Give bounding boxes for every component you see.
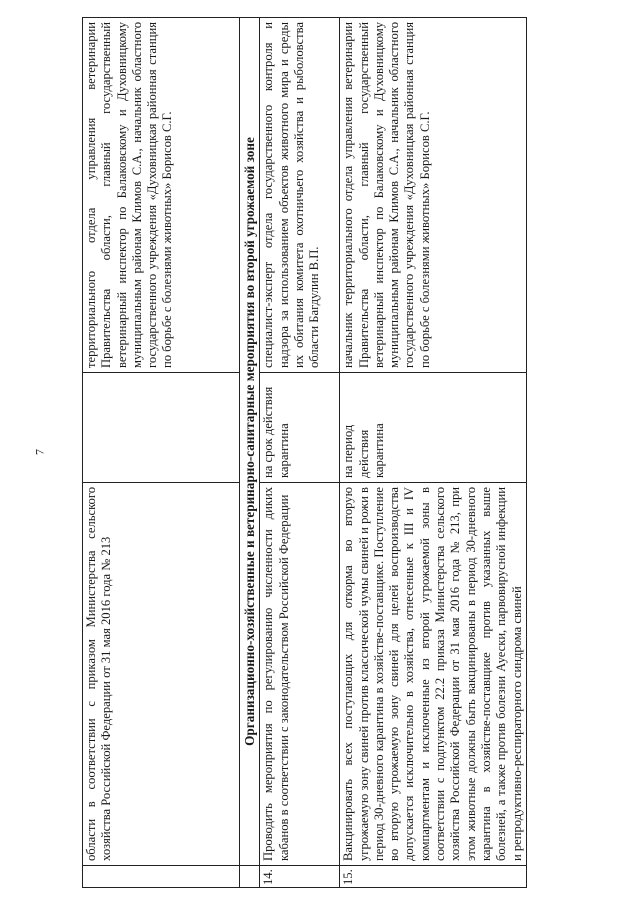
section-heading-row — [240, 18, 260, 888]
row-number: 15. — [340, 866, 527, 888]
responsible-cell: территориального отдела управления ветеринарии Правительства области, главный государственный ветеринарный инспектор по Балаковскому и Духовницкому муниципальным районам Климов С.А., начальник областного государственного учреждения «Духовницкая районная станция по борьбе с болезнями животных» Борисов С.Г. — [83, 18, 240, 373]
section-heading: Организационно-хозяйственные и ветеринарно-санитарные мероприятия во второй угрожаемой зоне — [240, 18, 260, 866]
table-row — [260, 18, 340, 888]
measures-table-page — [82, 18, 637, 888]
deadline-cell — [83, 373, 240, 483]
row-number — [83, 866, 240, 888]
measures-table — [82, 17, 527, 888]
table-row — [83, 18, 240, 888]
deadline-cell: на период действия карантина — [340, 373, 527, 483]
activity-cell: Проводить мероприятия по регулированию численности диких кабанов в соответствии с законодательством Российской Федерации — [260, 483, 340, 866]
row-number: 14. — [260, 866, 340, 888]
table-row — [340, 18, 527, 888]
page-number: 7 — [32, 449, 47, 455]
responsible-cell: начальник территориального отдела управления ветеринарии Правительства области, главный государственный ветеринарный инспектор по Балаковскому и Духовницкому муниципальным районам Климов С.А., начальник областного государственного учреждения «Духовницкая районная станция по борьбе с болезнями животных» Борисов С.Г. — [340, 18, 527, 373]
activity-cell: области в соответствии с приказом Министерства сельского хозяйства Российской Федерации от 31 мая 2016 года № 213 — [83, 483, 240, 866]
activity-cell: Вакцинировать всех поступающих для откорма во вторую угрожаемую зону свиней против классической чумы свиней и рожи в период 30-дневного карантина в хозяйстве-поставщике. Поступление во вторую угрожаемую зону свиней для целей воспроизводства допускается исключительно в хозяйства, отнесенные к III и IV компартментам и исключенные из второй угрожаемой зоны в соответствии с подпунктом 22.2 приказа Министерства сельского хозяйства Российской Федерации от 31 мая 2016 года № 213, при этом животные должны быть вакцинированы в период 30-дневного карантина в хозяйстве-поставщике против указанных выше болезней, а также против болезни Ауески, парвовирусной инфекции и репродуктивно-респираторного синдрома свиней — [340, 483, 527, 866]
deadline-cell: на срок действия карантина — [260, 373, 340, 483]
responsible-cell: специалист-эксперт отдела государственного контроля и надзора за использованием объектов животного мира и среды их обитания комитета охотничьего хозяйства и рыболовства области Багдулин В.П. — [260, 18, 340, 373]
